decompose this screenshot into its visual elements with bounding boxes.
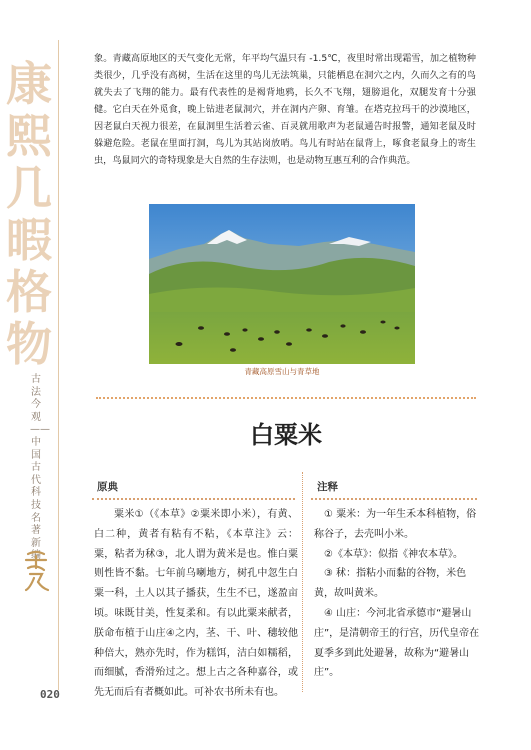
note-item: ②《本草》：似指《神农本草》。: [324, 548, 463, 560]
notes-heading-rule: [311, 498, 477, 500]
series-title-char: 物: [6, 317, 52, 371]
top-paragraph: [94, 50, 476, 169]
notes-heading: 注释: [317, 481, 338, 493]
series-title-char: 格: [6, 265, 52, 319]
series-title-vertical: [0, 58, 58, 370]
original-paragraph: 粟米①（《本草》②粟米即小米），有黄、白二种，黄者有粘有不粘，《本草注》云：粟，粘者为秫③，北人谓为黄米是也。惟白粟则性皆不黏。七年前乌喇地方，树孔中忽生白粟一科，土人以其子播获，生生不已，遂盈亩顷。味既甘美，性复柔和。有以此粟来献者，朕命布植于山庄④之内，茎、干、叶、穗较他种倍大，熟亦先时，作为糕饵，洁白如糯稻，而细腻，香滑殆过之。想上古之各种嘉谷，或先无而后有者概如此。可补农书所未有也。: [94, 509, 298, 699]
section-divider: [96, 397, 476, 399]
series-title-char: 熙: [6, 109, 52, 163]
section-title: 白粟米: [250, 420, 322, 449]
seal-logo-icon: [20, 548, 52, 594]
photo-caption: 青藏高原雪山与青草地: [244, 367, 320, 376]
note-item: ④ 山庄：今河北省承德市“避暑山庄”，是清朝帝王的行宫，历代皇帝在夏季多到此处避暑，故称为“避暑山庄”。: [314, 607, 480, 679]
note-item: ③ 秫：指粘小而黏的谷物，米色黄，故叫黄米。: [314, 568, 467, 600]
page-number: 020: [40, 688, 60, 701]
notes-list: [314, 505, 480, 683]
series-title-char: 几: [6, 161, 52, 215]
body-text: 象。青藏高原地区的天气变化无常，年平均气温只有 -1.5℃，夜里时常出现霜雪，加之植物种类很少，几乎没有高树，生活在这里的鸟儿无法筑巢，只能栖息在洞穴之内，久而久之有的鸟就失去了飞翔的能力。最有代表性的是褐背地鸦，长久不飞翔，翅膀退化，双腿发育十分强健。它白天在外觅食，晚上钻进老鼠洞穴，并在洞内产卵、育雏。在塔克拉玛干的沙漠地区，因老鼠白天视力很差，在鼠洞里生活着云雀、百灵就用歌声为老鼠通告时报警，通知老鼠及时躲避危险。老鼠在里面打洞，鸟儿为其站岗放哨。鸟儿有时站在鼠背上，啄食老鼠身上的寄生虫，鸟鼠同穴的奇特现象是大自然的生存法则，也是动物互惠互利的合作典范。: [94, 53, 476, 166]
landscape-photo: [149, 204, 415, 364]
series-subtitle: 古法今观——中国古代科技名著新编: [30, 374, 50, 562]
original-heading-rule: [92, 498, 295, 500]
series-title-char: 康: [6, 57, 52, 111]
original-heading: 原典: [97, 481, 118, 493]
column-divider: [302, 472, 304, 692]
note-item: ① 粟米：为一年生禾本科植物，俗称谷子，去壳叫小米。: [314, 509, 477, 540]
original-text: [94, 505, 298, 703]
series-title-char: 暇: [6, 213, 52, 267]
sidebar-divider: [58, 40, 59, 690]
